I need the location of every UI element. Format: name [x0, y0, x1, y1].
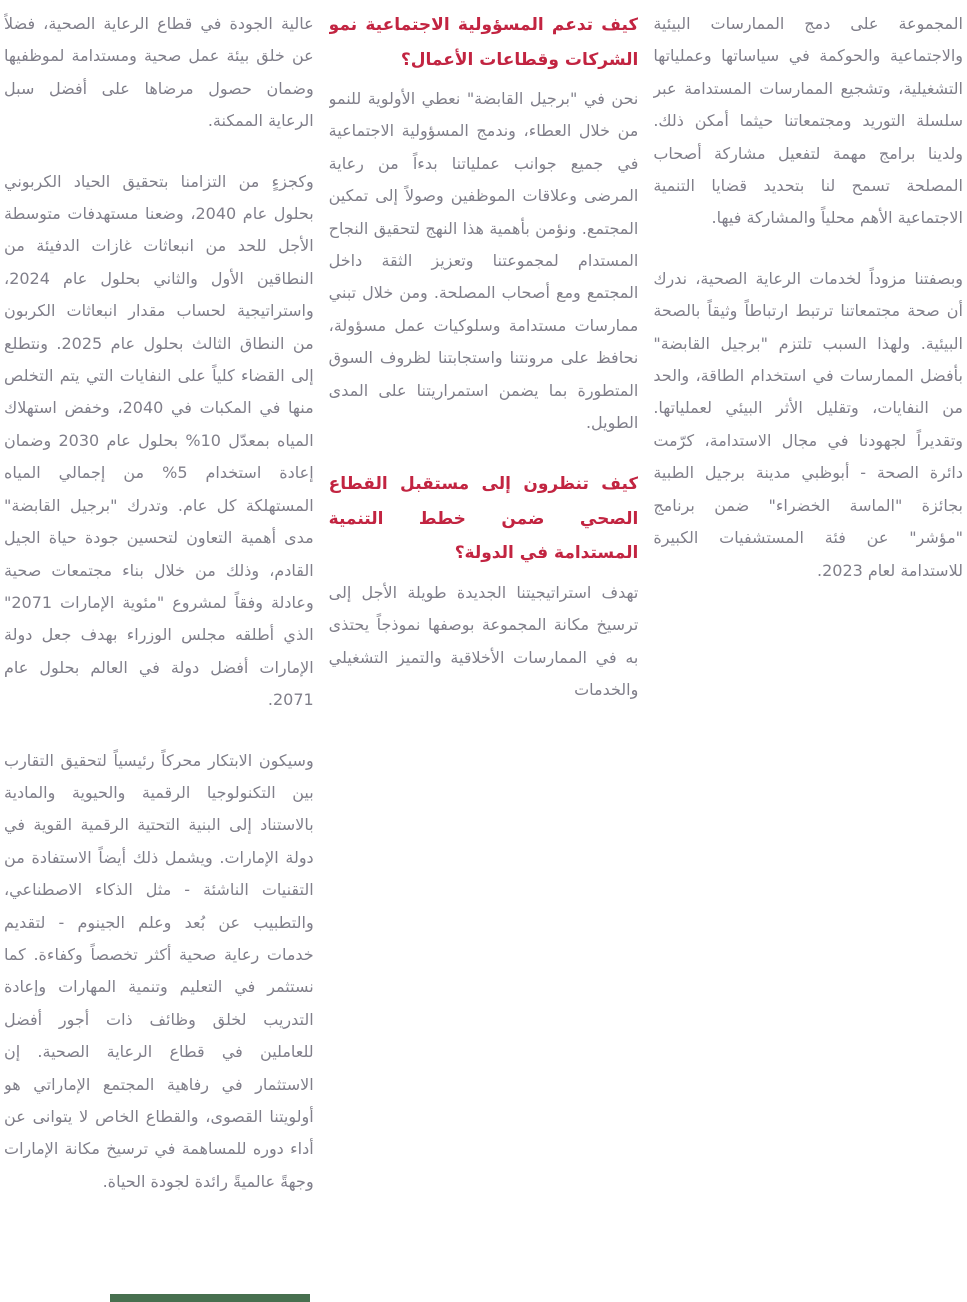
question-heading: كيف تنظرون إلى مستقبل القطاع الصحي ضمن خطط التنمية المستدامة في الدولة؟: [328, 474, 639, 564]
body-paragraph: المجموعة على دمج الممارسات البيئية والاجتماعية والحوكمة في سياساتها وعملياتها التشغيلية، وتشجيع الممارسات المستدامة عبر سلسلة التوريد ومجتمعاتنا حيثما أمكن ذلك. ولدينا برامج مهمة لتفعيل مشاركة أصحاب المصلحة تسمح لنا بتحديد قضايا التنمية الاجتماعية الأهم محلياً والمشاركة فيها.: [653, 14, 963, 228]
column-left: [4, 8, 314, 1302]
body-paragraph: تهدف استراتيجيتنا الجديدة طويلة الأجل إلى ترسيخ مكانة المجموعة بوصفها نموذجاً يحتذى به في الممارسات الأخلاقية والتميز التشغيلي والخدمات: [328, 582, 639, 700]
body-paragraph: وكجزءٍ من التزامنا بتحقيق الحياد الكربوني بحلول عام 2040، وضعنا مستهدفات متوسطة الأجل للحد من انبعاثات غازات الدفيئة من النطاقين الأول والثاني بحلول عام 2024، واستراتيجية لحساب مقدار انبعاثات الكربون من النطاق الثالث بحلول عام 2025. ونتطلع إلى القضاء كلياً على النفايات التي يتم التخلص منها في المكبات في 2040، وخفض استهلاك المياه بمعدّل 10% بحلول عام 2030 وضمان إعادة استخدام 5% من إجمالي المياه المستهلكة كل عام. وتدرك "برجيل القابضة" مدى أهمية التعاون لتحسين جودة حياة الجيل القادم، وذلك من خلال بناء مجتمعات صحية وعادلة وفقاً لمشروع "مئوية الإمارات 2071" الذي أطلقه مجلس الوزراء بهدف جعل دولة الإمارات أفضل دولة في العالم بحلول عام 2071.: [4, 171, 314, 710]
column-right: [653, 8, 963, 1302]
section-divider-bar: [110, 1294, 310, 1302]
body-paragraph: وسيكون الابتكار محركاً رئيسياً لتحقيق التقارب بين التكنولوجيا الرقمية والحيوية والمادية بالاستناد إلى البنية التحتية الرقمية القوية في دولة الإمارات. ويشمل ذلك أيضاً الاستفادة من التقنيات الناشئة - مثل الذكاء الاصطناعي، والتطبيب عن بُعد وعلم الجينوم - لتقديم خدمات رعاية صحية أكثر تخصصاً وكفاءة. كما نستثمر في التعليم وتنمية المهارات وإعادة التدريب لخلق وظائف ذات أجور أفضل للعاملين في قطاع الرعاية الصحية. إن الاستثمار في رفاهية المجتمع الإماراتي هو أولويتنا القصوى، والقطاع الخاص لا يتوانى عن أداء دوره للمساهمة في ترسيخ مكانة الإمارات وجهةً عالميةً رائدة لجودة الحياة.: [4, 750, 314, 1191]
body-paragraph: وبصفتنا مزوداً لخدمات الرعاية الصحية، ندرك أن صحة مجتمعاتنا ترتبط ارتباطاً وثيقاً بالصحة البيئية. ولهذا السبب تلتزم "برجيل القابضة" بأفضل الممارسات في استخدام الطاقة، والحد من النفايات، وتقليل الأثر البيئي لعملياتها. وتقديراً لجهودنا في مجال الاستدامة، كرّمت دائرة الصحة - أبوظبي مدينة برجيل الطبية بجائزة "الماسة الخضراء" ضمن برنامج "مؤشر" عن فئة المستشفيات الكبيرة للاستدامة لعام 2023.: [653, 268, 963, 580]
question-heading: كيف تدعم المسؤولية الاجتماعية نمو الشركات وقطاعات الأعمال؟: [328, 15, 639, 70]
column-middle: [329, 8, 639, 1302]
body-paragraph: عالية الجودة في قطاع الرعاية الصحية، فضلاً عن خلق بيئة عمل صحية ومستدامة لموظفيها وضمان حصول مرضاها على أفضل سبل الرعاية الممكنة.: [4, 14, 314, 131]
body-paragraph: نحن في "برجيل القابضة" نعطي الأولوية للنمو من خلال العطاء، وندمج المسؤولية الاجتماعية في جميع جوانب عملياتنا بدءاً من رعاية المرضى وعلاقات الموظفين وصولاً إلى تمكين المجتمع. ونؤمن بأهمية هذا النهج لتحقيق النجاح المستدام لمجموعتنا وتعزيز الثقة داخل المجتمع ومع أصحاب المصلحة. ومن خلال تبني ممارسات مستدامة وسلوكيات عمل مسؤولة، نحافظ على مرونتنا واستجابتنا لظروف السوق المتطورة بما يضمن استمراريتنا على المدى الطويل.: [328, 89, 639, 433]
